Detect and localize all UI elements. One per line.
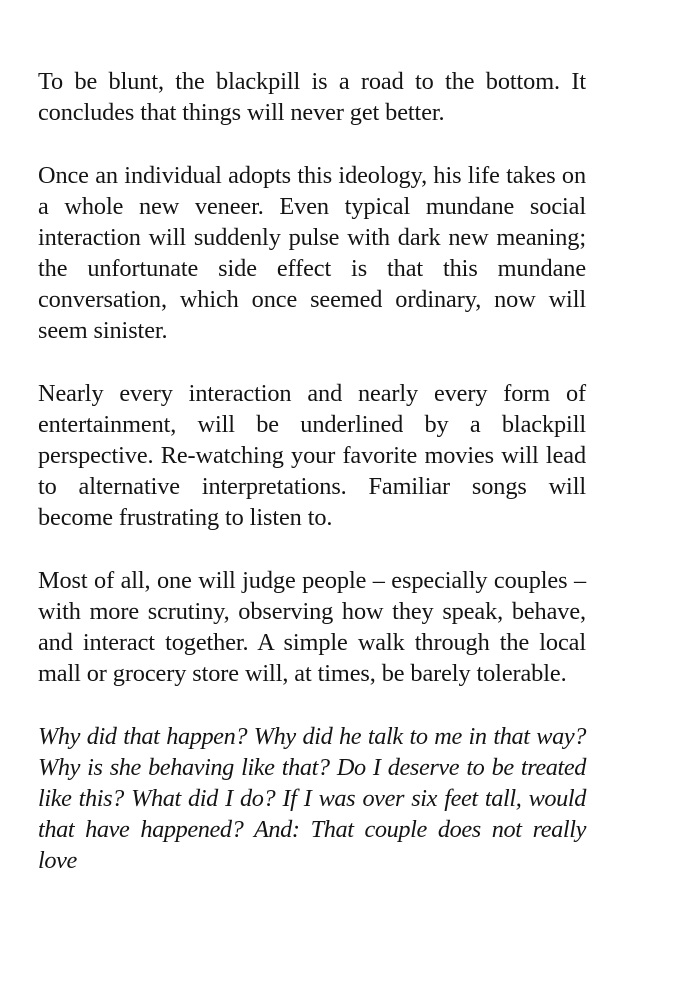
paragraph-blackpill-intro: To be blunt, the blackpill is a road to the bottom. It concludes that things will never get better. [38,68,586,127]
document-page [38,66,586,908]
paragraph-ideology-veneer: Once an individual adopts this ideology, his life takes on a whole new veneer. Even typical mundane social interaction will suddenly pulse with dark new meaning; the unfortunate side effect is that this mundane conversation, which once seemed ordinary, now will seem sinister. [38,161,586,345]
paragraph-inner-questions: Why did that happen? Why did he talk to me in that way? Why is she behaving like that? Do I deserve to be treated like this? What did I do? If I was over six feet tall, would that have happened? And: That couple does not really love [38,722,586,874]
paragraph-entertainment: Nearly every interaction and nearly every form of entertainment, will be underlined by a blackpill perspective. Re-watching your favorite movies will lead to alternative interpretations. Familiar songs will become frustrating to listen to. [38,379,586,532]
paragraph-judging-couples: Most of all, one will judge people – especially couples – with more scrutiny, observing how they speak, behave, and interact together. A simple walk through the local mall or grocery store will, at times, be barely tolerable. [38,566,586,687]
